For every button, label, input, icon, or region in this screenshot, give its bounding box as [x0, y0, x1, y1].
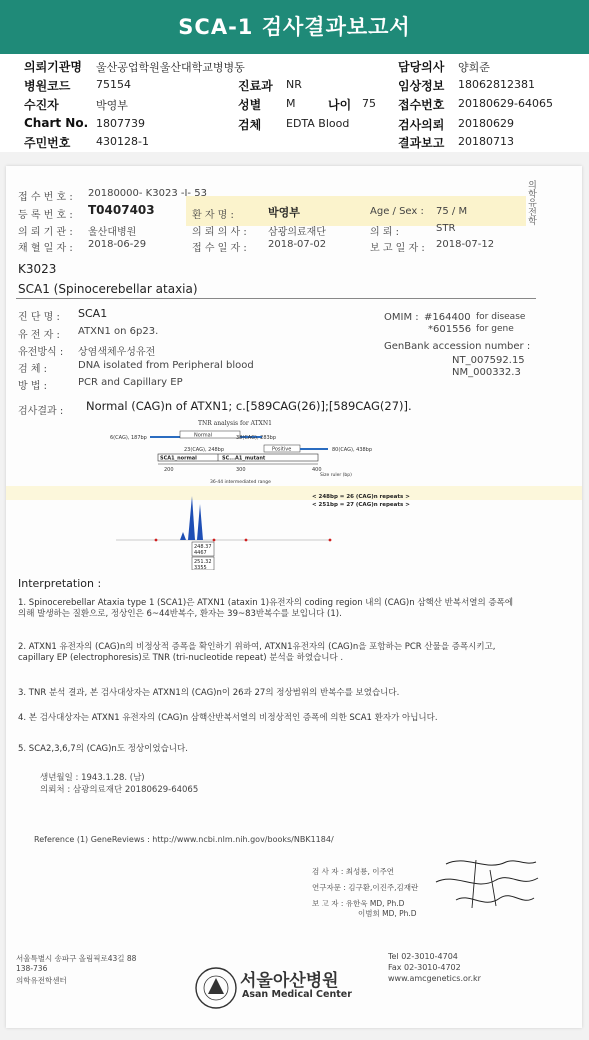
label-age: 나이 [328, 98, 352, 112]
value-patient: 박영부 [96, 99, 128, 112]
foundation-seal-icon [194, 966, 238, 1010]
omim2-note: for gene [476, 324, 514, 334]
interp-2: 2. ATXN1 유전자의 (CAG)n의 비정상적 증폭을 확인하기 위하여, ATXN1유전자의 (CAG)n을 포함하는 PCR 산물을 증폭시키고, capillary EP (electrophoresis)로 TNR (tri-nucleotide repeat) 분석을 하였습니다 . [18, 642, 496, 663]
size-marker [213, 539, 216, 542]
omim1-note: for disease [476, 312, 526, 322]
tel: Tel 02-3010-4704 [388, 952, 458, 961]
tick-200: 200 [164, 467, 174, 473]
size-ruler-label: Size ruler (bp) [320, 473, 352, 478]
genbank1: NT_007592.15 [452, 355, 525, 366]
fax: Fax 02-3010-4702 [388, 963, 461, 972]
tnr-diagram [106, 416, 386, 492]
diagram-pos-label: 23(CAG), 248bp [184, 447, 225, 453]
specimen-label: 검 체 : [18, 364, 48, 375]
genbank2: NM_000332.3 [452, 367, 521, 378]
report-date-label: 보 고 일 자 : [370, 243, 425, 254]
diagram-left-label: 6(CAG), 187bp [110, 435, 147, 441]
address-3: 의학유전학센터 [16, 976, 67, 985]
report-title: SCA-1 검사결과보고서 [0, 0, 589, 54]
size-marker [245, 539, 248, 542]
request-label: 의 뢰 : [370, 227, 400, 238]
receipt-date-label: 접 수 일 자 : [192, 243, 247, 254]
label-resident-no: 주민번호 [24, 136, 71, 150]
result-value: Normal (CAG)n of ATXN1; c.[589CAG(26)];[589CAG(27)]. [86, 399, 412, 413]
value-department: NR [286, 78, 302, 91]
positive-label: Positive [272, 446, 292, 453]
size-marker [329, 539, 332, 542]
reg-label: 등 록 번 호 : [18, 210, 73, 221]
bar-mutant-label: SC...A1_mutant [222, 455, 266, 462]
label-sex: 성별 [238, 98, 262, 112]
sign-reporter: 보 고 자 : 유한욱 MD, Ph.D [312, 899, 405, 908]
interp-3: 3. TNR 분석 결과, 본 검사대상자는 ATXN1의 (CAG)n이 26과 27의 정상범위의 반복수를 보였습니다. [18, 688, 400, 698]
hospital-name: 서울아산병원 [240, 971, 339, 991]
gene-value: ATXN1 on 6p23. [78, 326, 159, 337]
age-sex-label: Age / Sex : [370, 206, 424, 217]
value-sex: M [286, 97, 296, 110]
specimen-value: DNA isolated from Peripheral blood [78, 360, 254, 371]
blood-date-value: 2018-06-29 [88, 239, 147, 250]
normal-label: Normal [194, 432, 213, 439]
scanned-report [6, 166, 582, 1028]
range-label: 36-44 intermediated range [210, 480, 271, 485]
hospital-name-en: Asan Medical Center [242, 989, 352, 1000]
size-marker [155, 539, 158, 542]
side-text: 의학유전학 [526, 180, 536, 225]
omim1: #164400 [424, 312, 471, 323]
inst-label: 의 뢰 기 관 : [18, 227, 73, 238]
receipt-label: 접 수 번 호 : [18, 192, 73, 203]
age-sex-value: 75 / M [436, 206, 468, 217]
doctor-label: 의 뢰 의 사 : [192, 227, 247, 238]
label-chart-no: Chart No. [24, 116, 89, 130]
sign-reporter-2: 이범희 MD, Ph.D [358, 909, 417, 918]
stutter-peak [180, 532, 186, 540]
value-request-date: 20180629 [458, 117, 514, 130]
peak-1-height: 4467 [194, 550, 207, 556]
label-hospital-code: 병원코드 [24, 79, 71, 93]
method-value: PCR and Capillary EP [78, 377, 183, 388]
inherit-label: 유전방식 : [18, 347, 64, 358]
label-institution: 의뢰기관명 [24, 60, 82, 74]
omim2: *601556 [428, 324, 472, 335]
label-patient: 수진자 [24, 98, 59, 112]
peak-legend-1: < 248bp = 26 (CAG)n repeats > [312, 494, 410, 500]
method-label: 방 법 : [18, 381, 48, 392]
label-doctor: 담당의사 [398, 60, 445, 74]
tick-300: 300 [236, 467, 246, 473]
interp-1: 1. Spinocerebellar Ataxia type 1 (SCA1)은 ATXN1 (ataxin 1)유전자의 coding region 내의 (CAG)n 삼핵산 반복서열의 증폭에 의해 발생하는 질환으로, 정상인은 6~44반복수, 환자는 39~83반복수를 보입니다 (1). [18, 598, 514, 619]
label-report-date: 결과보고 [398, 136, 445, 150]
peak-27 [197, 504, 203, 540]
reg-value: T0407403 [88, 203, 155, 217]
blood-date-label: 채 혈 일 자 : [18, 243, 73, 254]
requester: 의뢰처 : 삼광의료재단 20180629-64065 [40, 785, 199, 795]
highlight-band [186, 196, 526, 226]
peak-legend-2: < 251bp = 27 (CAG)n repeats > [312, 502, 410, 508]
receipt-date-value: 2018-07-02 [268, 239, 327, 250]
birth-date: 생년월일 : 1943.1.28. (남) [40, 773, 145, 783]
patient-value: 박영부 [268, 206, 300, 219]
reference: Reference (1) GeneReviews : http://www.ncbi.nlm.nih.gov/books/NBK1184/ [34, 835, 334, 844]
value-specimen: EDTA Blood [286, 117, 350, 130]
value-clinical-info: 18062812381 [458, 78, 535, 91]
value-chart-no: 1807739 [96, 117, 145, 130]
peak-2-height: 3355 [194, 565, 207, 570]
report-date-value: 2018-07-12 [436, 239, 495, 250]
test-name: SCA1 (Spinocerebellar ataxia) [18, 282, 198, 296]
label-request-date: 검사의뢰 [398, 118, 445, 132]
diag-label: 진 단 명 : [18, 312, 60, 323]
header-info [0, 54, 589, 152]
peak-1-size: 248.37 [194, 544, 212, 550]
interp-title: Interpretation : [18, 577, 102, 590]
doctor-value: 삼광의료재단 [268, 227, 326, 238]
website: www.amcgenetics.or.kr [388, 974, 481, 983]
value-hospital-code: 75154 [96, 78, 131, 91]
omim-label: OMIM : [384, 312, 419, 323]
value-resident-no: 430128-1 [96, 135, 149, 148]
electropherogram [116, 490, 496, 570]
value-report-date: 20180713 [458, 135, 514, 148]
label-specimen: 검체 [238, 118, 262, 132]
value-age: 75 [362, 97, 376, 110]
diagram-far-label: 80(CAG), 438bp [332, 447, 373, 453]
interp-5: 5. SCA2,3,6,7의 (CAG)n도 정상이었습니다. [18, 744, 188, 754]
genbank-label: GenBank accession number : [384, 341, 531, 352]
divider [16, 298, 536, 299]
diag-value: SCA1 [78, 307, 108, 320]
gene-label: 유 전 자 : [18, 330, 60, 341]
result-label: 검사결과 : [18, 406, 64, 417]
inherit-value: 상염색체우성유전 [78, 347, 156, 358]
diagram-title: TNR analysis for ATXN1 [198, 420, 272, 427]
inst-value: 울산대병원 [88, 227, 137, 238]
sign-advisor: 연구자문 : 김구환,이진주,김재란 [312, 883, 419, 892]
label-department: 진료과 [238, 79, 273, 93]
receipt-value: 20180000- K3023 -I- 53 [88, 188, 207, 199]
patient-label: 환 자 명 : [192, 210, 234, 221]
test-code: K3023 [18, 262, 57, 276]
address-2: 138-736 [16, 964, 48, 973]
address-1: 서울특별시 송파구 올림픽로43길 88 [16, 954, 137, 963]
bar-normal-label: SCA1_normal [160, 455, 197, 462]
sign-tester: 검 사 자 : 최성룡, 이주연 [312, 867, 395, 876]
value-institution: 울산공업학원울산대학교병병동 [96, 61, 245, 74]
interp-4: 4. 본 검사대상자는 ATXN1 유전자의 (CAG)n 삼핵산반복서열의 비정상적인 증폭에 의한 SCA1 환자가 아닙니다. [18, 713, 438, 723]
label-clinical-info: 임상정보 [398, 79, 445, 93]
value-receipt-no: 20180629-64065 [458, 97, 553, 110]
signature [426, 852, 544, 918]
value-doctor: 양희준 [458, 61, 490, 74]
tick-400: 400 [312, 467, 322, 473]
peak-26 [188, 496, 195, 540]
request-value: STR [436, 223, 456, 234]
diagram-right-label: 38(CAG), 283bp [236, 435, 277, 441]
label-receipt-no: 접수번호 [398, 98, 445, 112]
peak-2-size: 251.32 [194, 559, 212, 565]
